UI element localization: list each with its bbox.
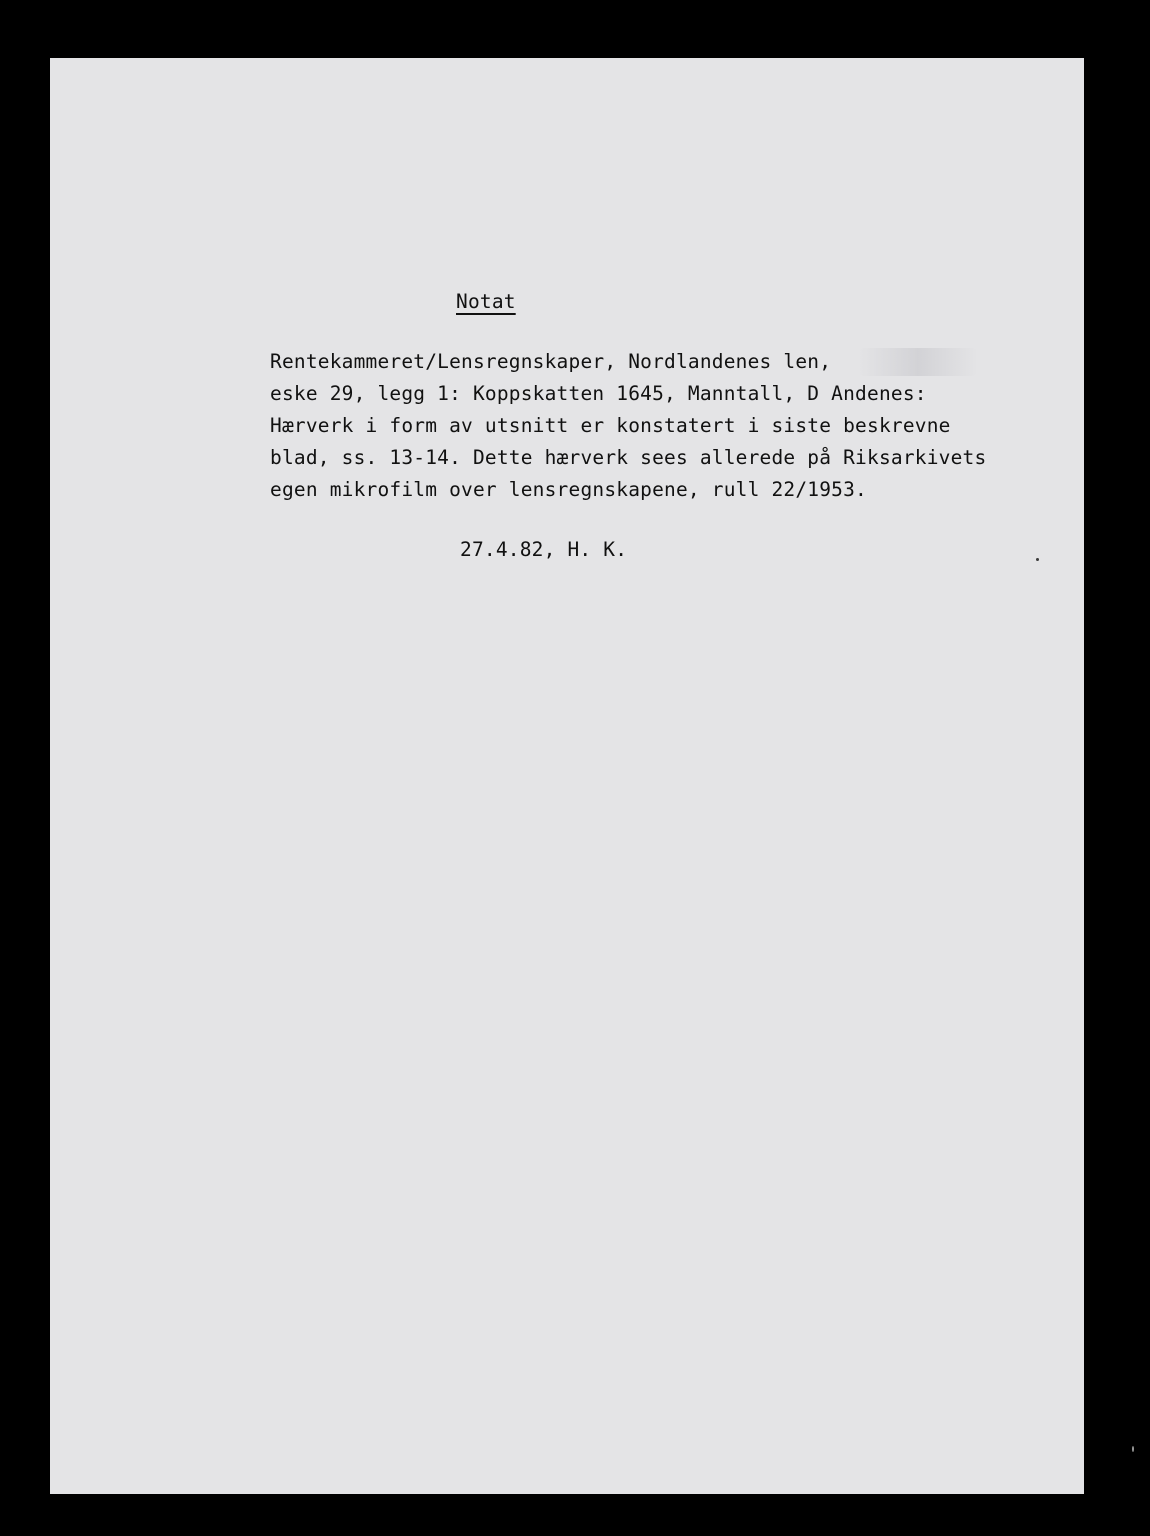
document-title: Notat (456, 290, 516, 313)
body-line-5: egen mikrofilm over lensregnskapene, rull 22/1953. (270, 478, 867, 501)
faint-show-through (858, 348, 978, 376)
body-line-3: Hærverk i form av utsnitt er konstatert i siste beskrevne (270, 414, 951, 437)
date-signature: 27.4.82, H. K. (460, 538, 628, 561)
edge-mark (1132, 1446, 1134, 1452)
body-line-2: eske 29, legg 1: Koppskatten 1645, Manntall, D Andenes: (270, 382, 927, 405)
body-line-4: blad, ss. 13-14. Dette hærverk sees allerede på Riksarkivets (270, 446, 987, 469)
body-line-1: Rentekammeret/Lensregnskaper, Nordlandenes len, (270, 350, 832, 373)
paper-sheet (50, 58, 1084, 1494)
dust-speck (1036, 558, 1039, 561)
